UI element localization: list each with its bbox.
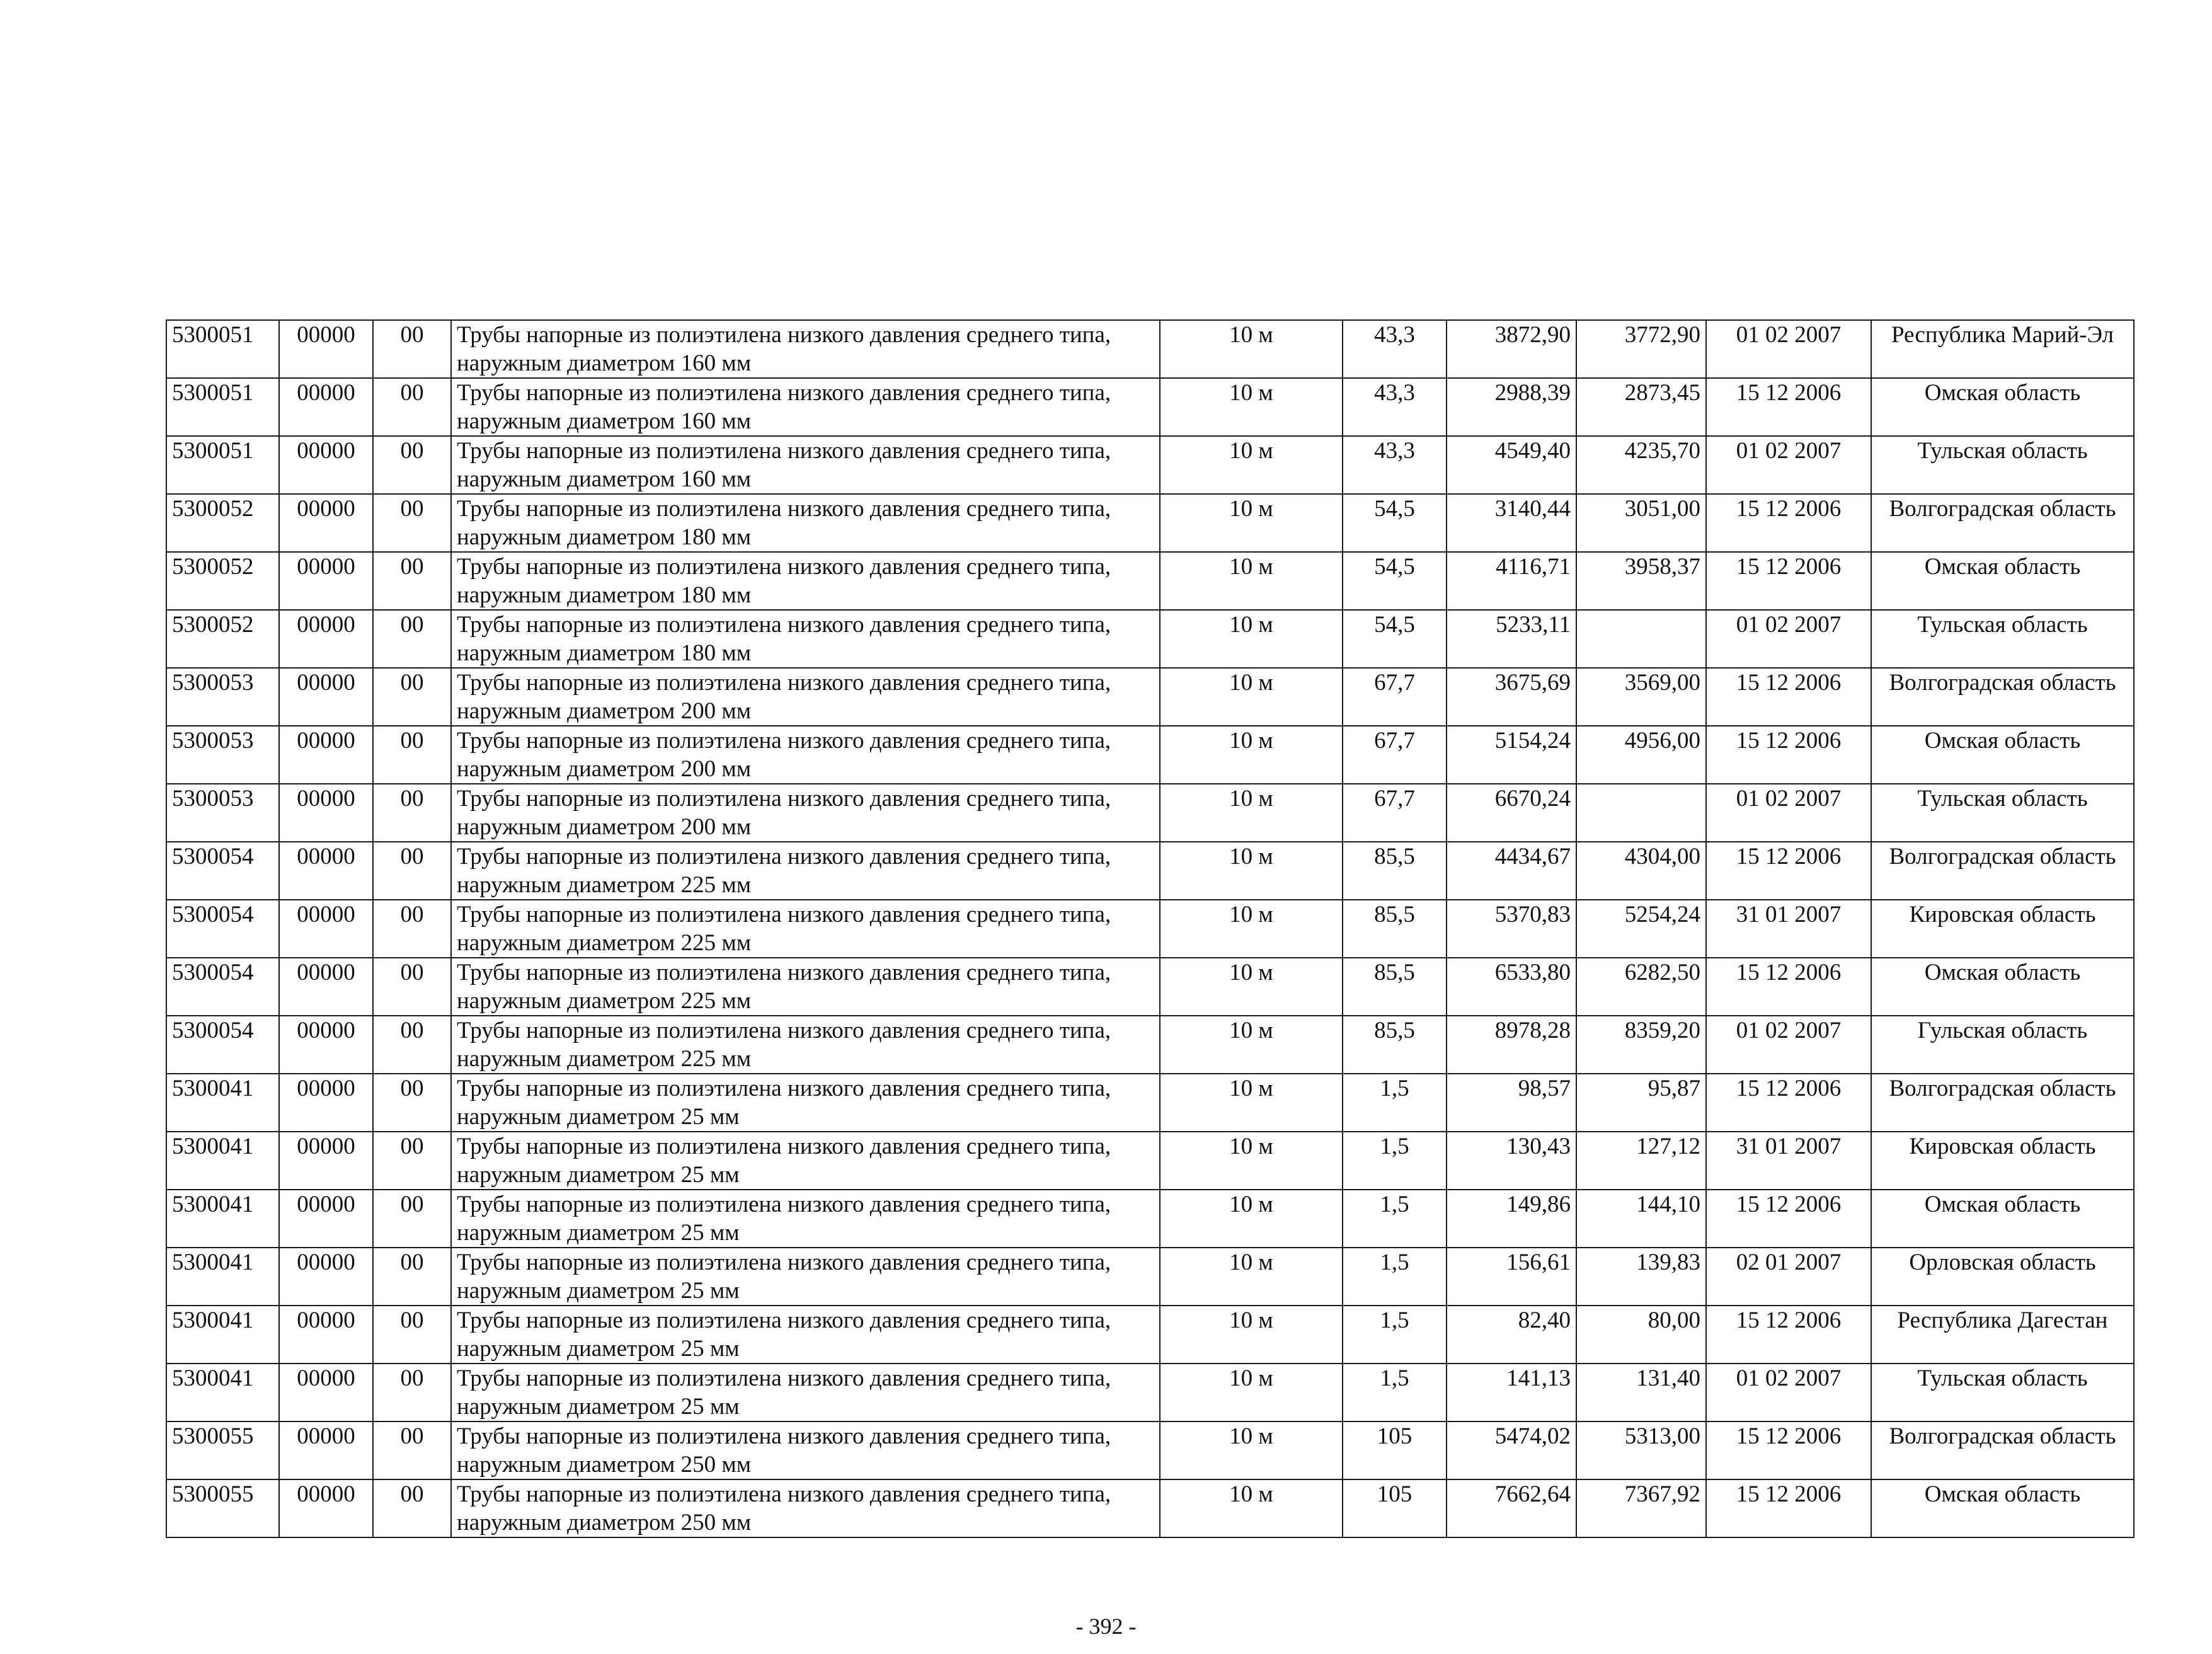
cell-unit: 10 м <box>1160 668 1343 726</box>
table-row <box>166 726 2134 784</box>
cell-code: 5300041 <box>166 1074 279 1132</box>
cell-price-2: 131,40 <box>1576 1364 1706 1421</box>
cell-price-1: 5154,24 <box>1447 726 1576 784</box>
cell-item-name: Трубы напорные из полиэтилена низкого давления среднего типа, наружным диаметром 25 мм <box>451 1306 1160 1364</box>
cell-code: 5300054 <box>166 1016 279 1074</box>
cell-item-name: Трубы напорные из полиэтилена низкого давления среднего типа, наружным диаметром 25 мм <box>451 1132 1160 1190</box>
cell-weight: 105 <box>1343 1421 1447 1479</box>
table-row <box>166 1479 2134 1537</box>
cell-sub-code-1: 00000 <box>279 1190 373 1248</box>
cell-date: 01 02 2007 <box>1706 320 1871 378</box>
cell-sub-code-1: 00000 <box>279 1306 373 1364</box>
cell-region: Кировская область <box>1871 1132 2134 1190</box>
cell-unit: 10 м <box>1160 494 1343 552</box>
cell-region: Омская область <box>1871 726 2134 784</box>
cell-date: 15 12 2006 <box>1706 1074 1871 1132</box>
cell-code: 5300051 <box>166 436 279 494</box>
cell-sub-code-2: 00 <box>373 668 451 726</box>
cell-sub-code-1: 00000 <box>279 784 373 842</box>
cell-sub-code-1: 00000 <box>279 668 373 726</box>
cell-weight: 85,5 <box>1343 900 1447 958</box>
cell-price-1: 141,13 <box>1447 1364 1576 1421</box>
cell-price-2: 6282,50 <box>1576 958 1706 1016</box>
cell-weight: 67,7 <box>1343 784 1447 842</box>
cell-code: 5300052 <box>166 552 279 610</box>
cell-item-name: Трубы напорные из полиэтилена низкого давления среднего типа, наружным диаметром 160 мм <box>451 320 1160 378</box>
cell-region: Волгоградская область <box>1871 1074 2134 1132</box>
cell-price-2: 7367,92 <box>1576 1479 1706 1537</box>
cell-region: Омская область <box>1871 1479 2134 1537</box>
cell-item-name: Трубы напорные из полиэтилена низкого давления среднего типа, наружным диаметром 250 мм <box>451 1479 1160 1537</box>
cell-item-name: Трубы напорные из полиэтилена низкого давления среднего типа, наружным диаметром 180 мм <box>451 552 1160 610</box>
cell-sub-code-2: 00 <box>373 552 451 610</box>
cell-region: Республика Марий-Эл <box>1871 320 2134 378</box>
cell-price-2: 127,12 <box>1576 1132 1706 1190</box>
cell-region: Омская область <box>1871 1190 2134 1248</box>
cell-date: 15 12 2006 <box>1706 378 1871 436</box>
cell-price-1: 6670,24 <box>1447 784 1576 842</box>
cell-price-2: 144,10 <box>1576 1190 1706 1248</box>
cell-unit: 10 м <box>1160 1306 1343 1364</box>
cell-item-name: Трубы напорные из полиэтилена низкого давления среднего типа, наружным диаметром 25 мм <box>451 1248 1160 1306</box>
cell-code: 5300053 <box>166 668 279 726</box>
table-row <box>166 1074 2134 1132</box>
cell-sub-code-1: 00000 <box>279 1364 373 1421</box>
cell-unit: 10 м <box>1160 1016 1343 1074</box>
cell-price-2: 5254,24 <box>1576 900 1706 958</box>
cell-code: 5300055 <box>166 1421 279 1479</box>
cell-code: 5300051 <box>166 320 279 378</box>
cell-sub-code-2: 00 <box>373 320 451 378</box>
table-row <box>166 494 2134 552</box>
cell-date: 15 12 2006 <box>1706 1421 1871 1479</box>
cell-price-2: 80,00 <box>1576 1306 1706 1364</box>
cell-sub-code-1: 00000 <box>279 494 373 552</box>
cell-date: 15 12 2006 <box>1706 1306 1871 1364</box>
cell-code: 5300053 <box>166 726 279 784</box>
cell-unit: 10 м <box>1160 784 1343 842</box>
cell-item-name: Трубы напорные из полиэтилена низкого давления среднего типа, наружным диаметром 250 мм <box>451 1421 1160 1479</box>
cell-sub-code-2: 00 <box>373 900 451 958</box>
cell-date: 01 02 2007 <box>1706 436 1871 494</box>
cell-weight: 54,5 <box>1343 610 1447 668</box>
cell-sub-code-2: 00 <box>373 1248 451 1306</box>
cell-weight: 85,5 <box>1343 1016 1447 1074</box>
cell-date: 15 12 2006 <box>1706 958 1871 1016</box>
cell-code: 5300053 <box>166 784 279 842</box>
cell-sub-code-1: 00000 <box>279 726 373 784</box>
cell-item-name: Трубы напорные из полиэтилена низкого давления среднего типа, наружным диаметром 160 мм <box>451 378 1160 436</box>
cell-code: 5300052 <box>166 610 279 668</box>
cell-item-name: Трубы напорные из полиэтилена низкого давления среднего типа, наружным диаметром 225 мм <box>451 900 1160 958</box>
cell-region: Омская область <box>1871 958 2134 1016</box>
cell-weight: 43,3 <box>1343 320 1447 378</box>
cell-price-1: 156,61 <box>1447 1248 1576 1306</box>
cell-price-1: 82,40 <box>1447 1306 1576 1364</box>
table-row <box>166 1364 2134 1421</box>
cell-sub-code-1: 00000 <box>279 552 373 610</box>
cell-weight: 1,5 <box>1343 1248 1447 1306</box>
cell-sub-code-2: 00 <box>373 610 451 668</box>
cell-region: Республика Дагестан <box>1871 1306 2134 1364</box>
cell-price-2: 139,83 <box>1576 1248 1706 1306</box>
cell-item-name: Трубы напорные из полиэтилена низкого давления среднего типа, наружным диаметром 225 мм <box>451 842 1160 900</box>
cell-sub-code-2: 00 <box>373 1306 451 1364</box>
cell-sub-code-1: 00000 <box>279 378 373 436</box>
cell-price-1: 3872,90 <box>1447 320 1576 378</box>
cell-date: 15 12 2006 <box>1706 842 1871 900</box>
cell-weight: 85,5 <box>1343 958 1447 1016</box>
cell-region: Тульская область <box>1871 784 2134 842</box>
cell-price-2: 3051,00 <box>1576 494 1706 552</box>
cell-price-2: 5313,00 <box>1576 1421 1706 1479</box>
cell-unit: 10 м <box>1160 1479 1343 1537</box>
cell-sub-code-2: 00 <box>373 1421 451 1479</box>
cell-item-name: Трубы напорные из полиэтилена низкого давления среднего типа, наружным диаметром 25 мм <box>451 1190 1160 1248</box>
cell-sub-code-2: 00 <box>373 1016 451 1074</box>
cell-price-2: 3772,90 <box>1576 320 1706 378</box>
cell-region: Гульская область <box>1871 1016 2134 1074</box>
table-row <box>166 378 2134 436</box>
cell-price-1: 8978,28 <box>1447 1016 1576 1074</box>
cell-sub-code-2: 00 <box>373 494 451 552</box>
cell-sub-code-2: 00 <box>373 436 451 494</box>
cell-item-name: Трубы напорные из полиэтилена низкого давления среднего типа, наружным диаметром 200 мм <box>451 784 1160 842</box>
cell-price-1: 4434,67 <box>1447 842 1576 900</box>
table-row <box>166 842 2134 900</box>
cell-weight: 1,5 <box>1343 1364 1447 1421</box>
cell-code: 5300041 <box>166 1248 279 1306</box>
cell-price-1: 5233,11 <box>1447 610 1576 668</box>
cell-unit: 10 м <box>1160 1421 1343 1479</box>
cell-price-2: 3569,00 <box>1576 668 1706 726</box>
cell-code: 5300051 <box>166 378 279 436</box>
cell-sub-code-1: 00000 <box>279 610 373 668</box>
cell-price-1: 149,86 <box>1447 1190 1576 1248</box>
cell-date: 01 02 2007 <box>1706 1016 1871 1074</box>
cell-weight: 1,5 <box>1343 1306 1447 1364</box>
cell-sub-code-1: 00000 <box>279 900 373 958</box>
cell-unit: 10 м <box>1160 958 1343 1016</box>
cell-sub-code-1: 00000 <box>279 1421 373 1479</box>
cell-code: 5300041 <box>166 1190 279 1248</box>
table-row <box>166 668 2134 726</box>
cell-sub-code-1: 00000 <box>279 842 373 900</box>
cell-price-1: 2988,39 <box>1447 378 1576 436</box>
cell-price-1: 98,57 <box>1447 1074 1576 1132</box>
cell-price-2 <box>1576 610 1706 668</box>
cell-region: Тульская область <box>1871 610 2134 668</box>
cell-price-1: 7662,64 <box>1447 1479 1576 1537</box>
table-row <box>166 1248 2134 1306</box>
cell-price-2 <box>1576 784 1706 842</box>
cell-price-1: 5474,02 <box>1447 1421 1576 1479</box>
cell-price-2: 4235,70 <box>1576 436 1706 494</box>
cell-date: 15 12 2006 <box>1706 494 1871 552</box>
table-row <box>166 784 2134 842</box>
cell-code: 5300054 <box>166 900 279 958</box>
cell-sub-code-2: 00 <box>373 1132 451 1190</box>
table-row <box>166 436 2134 494</box>
cell-price-1: 5370,83 <box>1447 900 1576 958</box>
cell-date: 01 02 2007 <box>1706 784 1871 842</box>
cell-unit: 10 м <box>1160 436 1343 494</box>
cell-date: 02 01 2007 <box>1706 1248 1871 1306</box>
cell-sub-code-2: 00 <box>373 784 451 842</box>
cell-price-1: 130,43 <box>1447 1132 1576 1190</box>
table-row <box>166 1421 2134 1479</box>
cell-code: 5300054 <box>166 958 279 1016</box>
cell-code: 5300041 <box>166 1306 279 1364</box>
cell-date: 01 02 2007 <box>1706 1364 1871 1421</box>
page-number: - 392 - <box>1075 1614 1137 1639</box>
cell-sub-code-2: 00 <box>373 1364 451 1421</box>
cell-price-2: 8359,20 <box>1576 1016 1706 1074</box>
cell-weight: 105 <box>1343 1479 1447 1537</box>
cell-region: Волгоградская область <box>1871 668 2134 726</box>
table-row <box>166 1190 2134 1248</box>
cell-date: 15 12 2006 <box>1706 1190 1871 1248</box>
cell-unit: 10 м <box>1160 320 1343 378</box>
cell-region: Тульская область <box>1871 436 2134 494</box>
cell-price-2: 95,87 <box>1576 1074 1706 1132</box>
cell-price-2: 2873,45 <box>1576 378 1706 436</box>
table-row <box>166 610 2134 668</box>
cell-sub-code-2: 00 <box>373 958 451 1016</box>
cell-weight: 85,5 <box>1343 842 1447 900</box>
cell-item-name: Трубы напорные из полиэтилена низкого давления среднего типа, наружным диаметром 200 мм <box>451 668 1160 726</box>
cell-code: 5300041 <box>166 1364 279 1421</box>
table-row <box>166 1306 2134 1364</box>
cell-date: 31 01 2007 <box>1706 1132 1871 1190</box>
cell-price-2: 4304,00 <box>1576 842 1706 900</box>
cell-date: 15 12 2006 <box>1706 1479 1871 1537</box>
cell-price-1: 3140,44 <box>1447 494 1576 552</box>
cell-region: Волгоградская область <box>1871 842 2134 900</box>
cell-date: 15 12 2006 <box>1706 726 1871 784</box>
cell-item-name: Трубы напорные из полиэтилена низкого давления среднего типа, наружным диаметром 180 мм <box>451 494 1160 552</box>
cell-region: Волгоградская область <box>1871 494 2134 552</box>
cell-item-name: Трубы напорные из полиэтилена низкого давления среднего типа, наружным диаметром 200 мм <box>451 726 1160 784</box>
table-row <box>166 320 2134 378</box>
cell-unit: 10 м <box>1160 378 1343 436</box>
cell-item-name: Трубы напорные из полиэтилена низкого давления среднего типа, наружным диаметром 180 мм <box>451 610 1160 668</box>
cell-sub-code-2: 00 <box>373 1479 451 1537</box>
cell-sub-code-2: 00 <box>373 1074 451 1132</box>
cell-code: 5300055 <box>166 1479 279 1537</box>
cell-sub-code-1: 00000 <box>279 1479 373 1537</box>
cell-sub-code-2: 00 <box>373 378 451 436</box>
cell-weight: 43,3 <box>1343 436 1447 494</box>
cell-code: 5300054 <box>166 842 279 900</box>
cell-item-name: Трубы напорные из полиэтилена низкого давления среднего типа, наружным диаметром 225 мм <box>451 1016 1160 1074</box>
cell-unit: 10 м <box>1160 726 1343 784</box>
cell-region: Кировская область <box>1871 900 2134 958</box>
table-row <box>166 900 2134 958</box>
cell-price-2: 4956,00 <box>1576 726 1706 784</box>
cell-weight: 1,5 <box>1343 1190 1447 1248</box>
cell-sub-code-2: 00 <box>373 842 451 900</box>
price-table <box>166 319 2135 1538</box>
cell-sub-code-2: 00 <box>373 1190 451 1248</box>
cell-region: Омская область <box>1871 378 2134 436</box>
cell-item-name: Трубы напорные из полиэтилена низкого давления среднего типа, наружным диаметром 225 мм <box>451 958 1160 1016</box>
table-body <box>166 320 2134 1537</box>
cell-unit: 10 м <box>1160 1132 1343 1190</box>
cell-item-name: Трубы напорные из полиэтилена низкого давления среднего типа, наружным диаметром 25 мм <box>451 1074 1160 1132</box>
cell-code: 5300041 <box>166 1132 279 1190</box>
cell-price-1: 6533,80 <box>1447 958 1576 1016</box>
cell-date: 15 12 2006 <box>1706 552 1871 610</box>
cell-region: Омская область <box>1871 552 2134 610</box>
cell-item-name: Трубы напорные из полиэтилена низкого давления среднего типа, наружным диаметром 25 мм <box>451 1364 1160 1421</box>
cell-price-2: 3958,37 <box>1576 552 1706 610</box>
cell-unit: 10 м <box>1160 1364 1343 1421</box>
table-row <box>166 552 2134 610</box>
cell-weight: 1,5 <box>1343 1132 1447 1190</box>
cell-date: 01 02 2007 <box>1706 610 1871 668</box>
cell-sub-code-1: 00000 <box>279 320 373 378</box>
table-row <box>166 1016 2134 1074</box>
cell-sub-code-2: 00 <box>373 726 451 784</box>
cell-weight: 1,5 <box>1343 1074 1447 1132</box>
cell-unit: 10 м <box>1160 1074 1343 1132</box>
cell-region: Волгоградская область <box>1871 1421 2134 1479</box>
cell-sub-code-1: 00000 <box>279 1132 373 1190</box>
cell-sub-code-1: 00000 <box>279 436 373 494</box>
cell-sub-code-1: 00000 <box>279 1074 373 1132</box>
cell-price-1: 4116,71 <box>1447 552 1576 610</box>
table-row <box>166 958 2134 1016</box>
cell-sub-code-1: 00000 <box>279 1016 373 1074</box>
cell-weight: 54,5 <box>1343 494 1447 552</box>
cell-unit: 10 м <box>1160 1190 1343 1248</box>
cell-weight: 67,7 <box>1343 726 1447 784</box>
cell-unit: 10 м <box>1160 900 1343 958</box>
cell-unit: 10 м <box>1160 842 1343 900</box>
cell-price-1: 4549,40 <box>1447 436 1576 494</box>
cell-price-1: 3675,69 <box>1447 668 1576 726</box>
cell-unit: 10 м <box>1160 552 1343 610</box>
cell-code: 5300052 <box>166 494 279 552</box>
cell-date: 15 12 2006 <box>1706 668 1871 726</box>
table-row <box>166 1132 2134 1190</box>
cell-item-name: Трубы напорные из полиэтилена низкого давления среднего типа, наружным диаметром 160 мм <box>451 436 1160 494</box>
cell-date: 31 01 2007 <box>1706 900 1871 958</box>
cell-sub-code-1: 00000 <box>279 1248 373 1306</box>
cell-unit: 10 м <box>1160 610 1343 668</box>
cell-unit: 10 м <box>1160 1248 1343 1306</box>
cell-sub-code-1: 00000 <box>279 958 373 1016</box>
cell-weight: 43,3 <box>1343 378 1447 436</box>
cell-region: Тульская область <box>1871 1364 2134 1421</box>
cell-weight: 54,5 <box>1343 552 1447 610</box>
cell-weight: 67,7 <box>1343 668 1447 726</box>
cell-region: Орловская область <box>1871 1248 2134 1306</box>
